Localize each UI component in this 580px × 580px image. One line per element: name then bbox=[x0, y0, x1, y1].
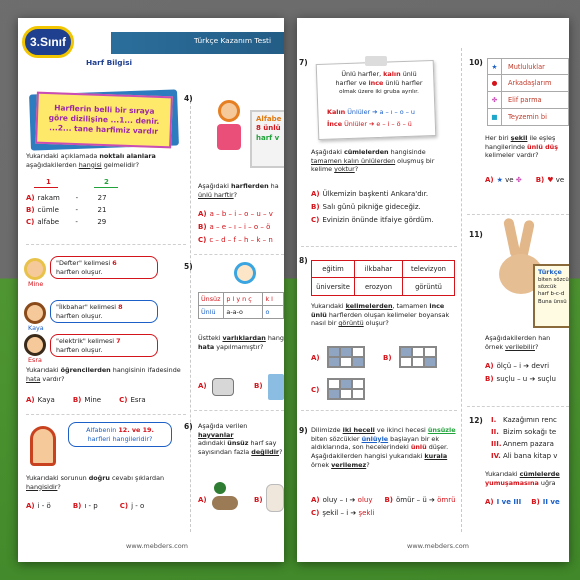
q1-option-a[interactable]: A) rakam - 27 bbox=[26, 194, 107, 202]
duck-icon bbox=[212, 482, 242, 512]
q4-prompt: Aşağıdaki harflerden ha ünlü harftir? bbox=[198, 182, 279, 199]
q8-prompt: Yukarıdaki kelimelerden, tamamen ince ünlü harflerden oluşan kelimeler boyansak nasıl bir görüntü oluşur? bbox=[311, 302, 450, 328]
bubble-kaya: "İlkbahar" kelimesi 8 harften oluşur. bbox=[50, 300, 158, 323]
q10-option-b[interactable]: B) ♥ ve bbox=[535, 176, 565, 184]
q8-option-c-grid bbox=[327, 378, 365, 400]
q8-word-grid: eğitim ilkbahar televizyon üniversite erozyon görüntü bbox=[311, 260, 455, 296]
q2-option-c[interactable]: C) Esra bbox=[119, 396, 146, 404]
grade-label: 3.Sınıf bbox=[29, 35, 66, 49]
q12-statements: I. Kazağımın renc II. Bizim sokağı te III. Annem pazara IV. Ali bana kitap v bbox=[491, 416, 558, 460]
q11-sign: Türkçe biten sözcü sözcük harf b-c-d Buna ünsü bbox=[533, 264, 569, 328]
cat-icon bbox=[266, 484, 284, 512]
q7-note-text: Ünlü harfler, kalın ünlü harfler ve ince ünlü harfler olmak üzere iki gruba ayrılır. bbox=[335, 70, 423, 96]
q2-option-a[interactable]: A) Kaya bbox=[26, 396, 55, 404]
q5-table: Ünsüz p l y n ç k l Ünlü a-a-o o bbox=[198, 292, 284, 319]
q10-number: 10) bbox=[469, 58, 483, 67]
banner-line-1: Harflerin belli bir sıraya bbox=[54, 103, 155, 116]
q4-number: 4) bbox=[184, 94, 193, 103]
q1-col-head-2-underline bbox=[94, 187, 118, 188]
q10-row-3: ✤ Elif parma bbox=[487, 92, 569, 109]
q8-number: 8) bbox=[299, 256, 308, 265]
q11-option-b[interactable]: B) suçlu – u ➔ suçlu bbox=[485, 375, 556, 383]
q9-options bbox=[311, 496, 461, 522]
q1-option-c[interactable]: C) alfabe - 29 bbox=[26, 218, 107, 226]
q1-option-b[interactable]: B) cümle - 21 bbox=[26, 206, 107, 214]
section-divider-r4 bbox=[467, 406, 569, 407]
right-footer: www.mebders.com bbox=[407, 542, 470, 550]
q8-option-c-label[interactable]: C) bbox=[311, 386, 320, 394]
q9-option-a[interactable]: A) oluy – ı ➔ oluy bbox=[311, 496, 373, 504]
q7-number: 7) bbox=[299, 58, 308, 67]
q2-prompt: Yukarıdaki öğrencilerden hangisinin ifadesinde hata vardır? bbox=[26, 366, 181, 383]
q8-option-b-grid bbox=[399, 346, 437, 368]
q11-prompt: Aşağıdakilerden han örnek verilebilir? bbox=[485, 334, 551, 351]
q7-options bbox=[311, 190, 459, 229]
q12-options bbox=[485, 498, 560, 506]
student-avatar-kaya bbox=[24, 302, 46, 324]
q7-note-pin-icon bbox=[365, 56, 387, 66]
star-icon: ★ bbox=[488, 59, 502, 74]
q10-row-4: ■ Teyzemin bi bbox=[487, 109, 569, 126]
q3-option-a[interactable]: A) i - ö bbox=[26, 502, 51, 510]
column-divider-right bbox=[461, 48, 462, 532]
q5-option-b[interactable]: B) bbox=[254, 382, 263, 390]
section-divider-r3 bbox=[467, 214, 569, 215]
q7-option-c[interactable]: C) Evinizin önünde itfaiye gördüm. bbox=[311, 216, 434, 224]
section-divider-r1 bbox=[301, 246, 457, 247]
q10-row-2: ● Arkadaşlarım bbox=[487, 75, 569, 92]
student-avatar-mine bbox=[24, 258, 46, 280]
q8-option-a-grid bbox=[327, 346, 365, 368]
q8-option-b-label[interactable]: B) bbox=[383, 354, 392, 362]
q9-number: 9) bbox=[299, 426, 308, 435]
q12-prompt: Yukarıdaki cümlelerde yumuşamasına uğra bbox=[485, 470, 560, 487]
q3-option-b[interactable]: B) ı - p bbox=[72, 502, 98, 510]
right-worksheet-page bbox=[297, 18, 569, 562]
section-divider bbox=[26, 244, 186, 245]
section-divider-3 bbox=[194, 254, 284, 255]
q9-option-b[interactable]: B) ömür – ü ➔ ömrü bbox=[384, 496, 456, 504]
q6-number: 6) bbox=[184, 422, 193, 431]
q10-option-a[interactable]: A) ★ ve ✤ bbox=[485, 176, 522, 184]
left-footer: www.mebders.com bbox=[126, 542, 189, 550]
q10-prompt: Her biri şekil ile eşleş hangilerinde ünlü düş kelimeler vardır? bbox=[485, 134, 559, 160]
dot-icon: ● bbox=[488, 75, 502, 91]
left-worksheet-page bbox=[18, 18, 284, 562]
q7-prompt: Aşağıdaki cümlelerden hangisinde tamamen kalın ünlülerden oluşmuş bir kelime yoktur? bbox=[311, 148, 435, 174]
q3-options bbox=[26, 502, 186, 510]
q1-options bbox=[26, 194, 136, 230]
test-title: Türkçe Kazanım Testi bbox=[194, 36, 272, 45]
q5-prompt: Üstteki varlıklardan hang hata yapılmamıştır? bbox=[198, 334, 284, 351]
section-divider-4 bbox=[194, 410, 284, 411]
trousers-icon bbox=[268, 374, 284, 400]
q11-number: 11) bbox=[469, 230, 483, 239]
q10-table bbox=[487, 58, 569, 126]
q11-options bbox=[485, 362, 569, 388]
q10-row-1: ★ Mutluluklar bbox=[487, 58, 569, 75]
q5-clown-illustration bbox=[232, 262, 258, 290]
q2-options bbox=[26, 396, 186, 404]
q3-bubble: Alfabenin 12. ve 19. harfleri hangileridir? bbox=[68, 422, 172, 447]
q4-options bbox=[198, 210, 284, 249]
banner-line-2: göre dizilişine ...1... denir. bbox=[48, 113, 160, 126]
q1-col-head-2: 2 bbox=[104, 178, 109, 186]
q6-option-b[interactable]: B) bbox=[254, 496, 263, 504]
student-avatar-esra bbox=[24, 334, 46, 356]
q8-option-a-label[interactable]: A) bbox=[311, 354, 320, 362]
q4-girl-illustration bbox=[212, 100, 246, 158]
student-name-kaya: Kaya bbox=[28, 324, 44, 332]
q7-option-b[interactable]: B) Salı günü pikniğe gideceğiz. bbox=[311, 203, 421, 211]
q7-ince-row: İnce Ünlüler ➔ e – i – ö – ü bbox=[327, 120, 412, 128]
q4-option-b[interactable]: B) a – e – ı – i – o – ö bbox=[198, 223, 271, 231]
flower-icon: ✤ bbox=[488, 92, 502, 108]
bubble-esra: "elektrik" kelimesi 7 harften oluşur. bbox=[50, 334, 158, 357]
q1-prompt: Yukarıdaki açıklamada noktalı alanlara aşağıdakilerden hangisi gelmelidir? bbox=[26, 152, 156, 169]
student-name-mine: Mine bbox=[28, 280, 44, 288]
q7-kalin-row: Kalın Ünlüler ➔ a – ı – o – u bbox=[327, 108, 415, 116]
banner-line-3: ...2... tane harfimiz vardır bbox=[49, 123, 159, 136]
q10-options bbox=[485, 176, 564, 184]
q9-prompt: Dilimizde iki heceli ve ikinci hecesi ünsüzle biten sözcükler ünlüyle başlayan bir ek aldıklarında, son hecelerindeki ünlü düşer. Aşağıdakilerden hangisi yukarıdaki kurala örnek verilemez? bbox=[311, 426, 456, 469]
q3-prompt: Yukarıdaki sorunun doğru cevabı şıklardan hangisidir? bbox=[26, 474, 165, 491]
q5-option-a[interactable]: A) bbox=[198, 382, 207, 390]
q7-option-a[interactable]: A) Ülkemizin başkenti Ankara'dır. bbox=[311, 190, 429, 198]
q12-option-b[interactable]: B) II ve bbox=[531, 498, 560, 506]
square-icon: ■ bbox=[488, 109, 502, 125]
section-divider-r2 bbox=[301, 410, 457, 411]
q11-option-a[interactable]: A) ölçü – i ➔ devri bbox=[485, 362, 550, 370]
q1-col-head-1-underline bbox=[34, 187, 58, 188]
student-name-esra: Esra bbox=[28, 356, 42, 364]
column-divider bbox=[190, 96, 191, 532]
q12-number: 12) bbox=[469, 416, 483, 425]
q6-option-a[interactable]: A) bbox=[198, 496, 207, 504]
subject-title: Harf Bilgisi bbox=[86, 58, 133, 67]
q4-option-c[interactable]: C) c – d – f – h – k – n bbox=[198, 236, 273, 244]
q9-option-c[interactable]: C) şekil – i ➔ şekli bbox=[311, 509, 375, 517]
armchair-icon bbox=[212, 378, 234, 396]
q6-prompt: Aşağıda verilen hayvanlar adındaki ünsüz harf say sayısından fazla değildir? bbox=[198, 422, 283, 456]
q2-option-b[interactable]: B) Mine bbox=[72, 396, 102, 404]
q4-option-a[interactable]: A) a – b – i – o – u – v bbox=[198, 210, 273, 218]
student-figure-q3 bbox=[30, 426, 56, 466]
q3-option-c[interactable]: C) j - o bbox=[119, 502, 145, 510]
q1-col-head-1: 1 bbox=[46, 178, 51, 186]
section-divider-2 bbox=[26, 414, 186, 415]
definition-banner-inner bbox=[35, 92, 173, 149]
q4-board: Alfabe 8 ünlü harf v bbox=[250, 110, 284, 168]
q12-option-a[interactable]: A) I ve III bbox=[485, 498, 522, 506]
bubble-mine: "Defter" kelimesi 6 harften oluşur. bbox=[50, 256, 158, 279]
grade-badge bbox=[22, 26, 74, 58]
q5-number: 5) bbox=[184, 262, 193, 271]
